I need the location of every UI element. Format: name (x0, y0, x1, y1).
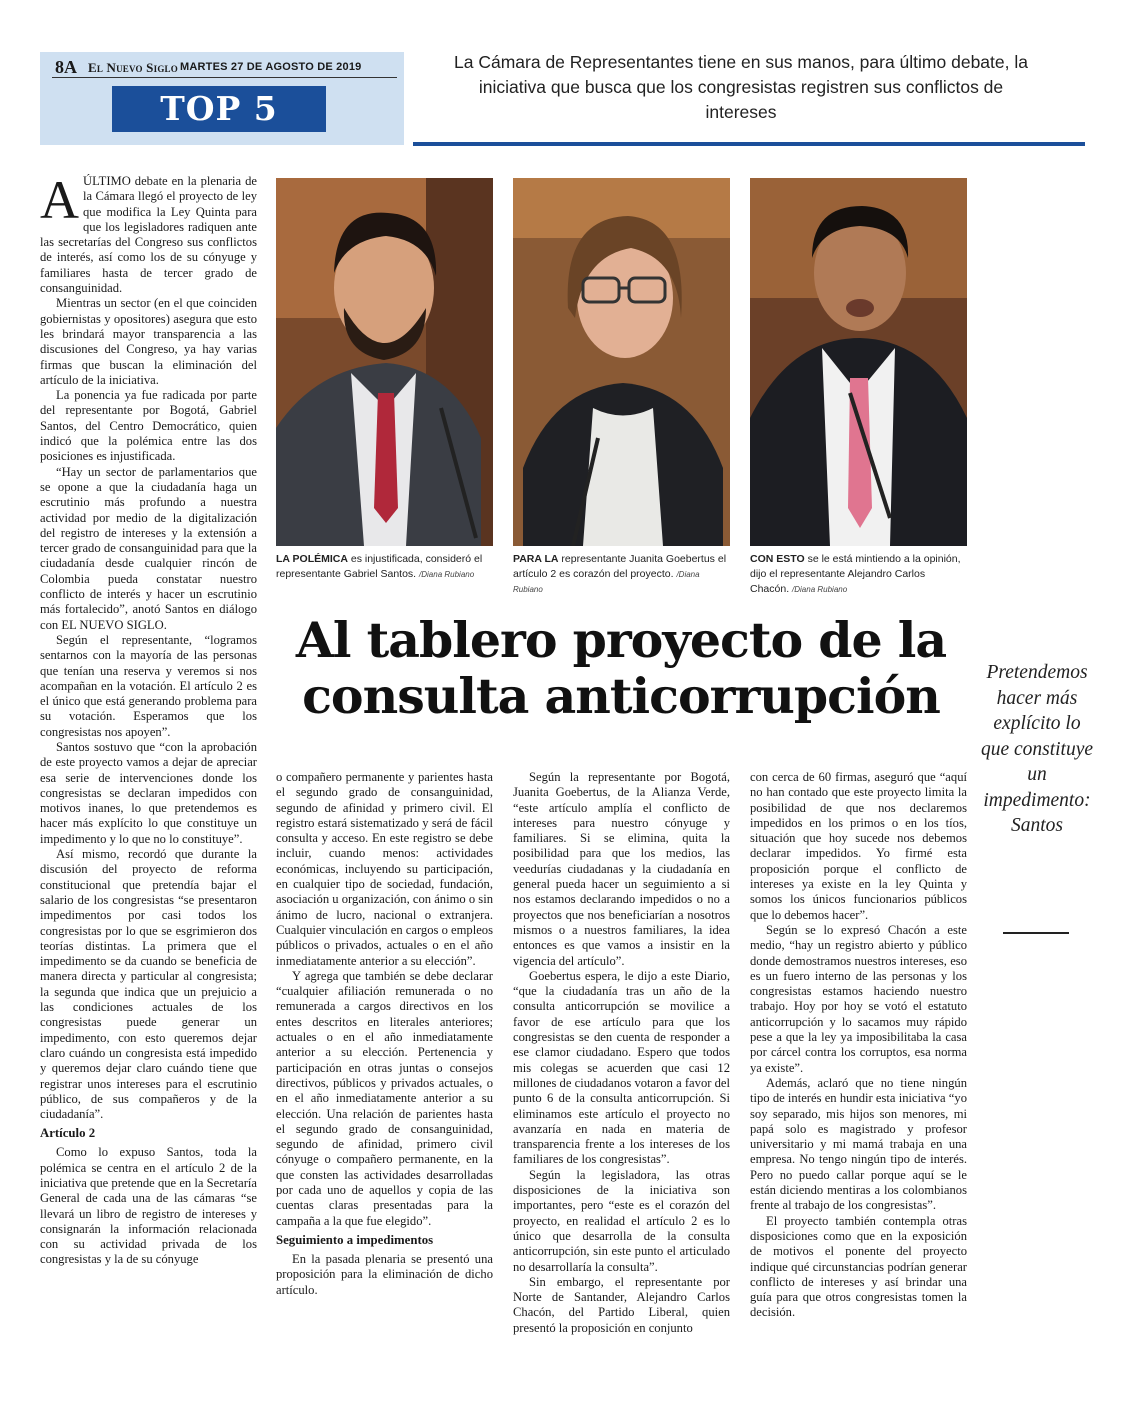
paragraph: Santos sostuvo que “con la aprobación de este proyecto vamos a dejar de apreciar esa serie de intervenciones donde los congresistas se declaran impedidos con motivos inanes, lo que pretendemos es hacer más explícito lo que constituye un impedimento y lo que no lo constituye”. (40, 739, 257, 846)
photo-credit: /Diana Rubiano (513, 570, 700, 594)
paragraph: Según se lo expresó Chacón a este medio, “hay un registro abierto y público donde demostramos nuestros intereses, eso es un fuero interno de las personas y los congresistas estamos haciendo nuestro trabajo. Hoy por hoy se votó el estatuto anticorrupción y lo sacamos muy rápido pese a que la ley ya imposibilitaba la casa por cárcel contra los corruptos, esa norma ya existe”. (750, 922, 967, 1075)
portrait-illustration (513, 178, 730, 546)
paragraph: El proyecto también contempla otras disposiciones como que en la exposición de motivos el ponente del proyecto indique qué circunstancias podrían generar conflicto de intereses y así brindar una guía para que otros congresistas tomen la decisión. (750, 1213, 967, 1320)
photo-caption (513, 552, 730, 597)
article-column-1 (40, 170, 257, 1268)
header-rule (52, 77, 397, 78)
subheading: Seguimiento a impedimentos (276, 1232, 434, 1247)
issue-date: MARTES 27 DE AGOSTO DE 2019 (180, 61, 362, 73)
portrait-illustration (276, 178, 493, 546)
photo-caption (276, 552, 493, 582)
page-number: 8A (55, 57, 77, 77)
article-column-4 (750, 770, 967, 1321)
paragraph: Goebertus espera, le dijo a este Diario, “que la ciudadanía tras un año de la consulta anticorrupción se movilice a favor de ese artículo para que los congresistas se den cuenta de responder a ese clamor ciudadano. Espero que todos mis colegas se acuerden que casi 12 millones de ciudadanos votaron a favor del punto 6 de la consulta anticorrupción. Si eliminamos este artículo el proyecto no avanzaría en nada en materia de transparencia frente a los intereses de los familiares de los congresistas”. (513, 968, 730, 1167)
paragraph: Como lo expuso Santos, toda la polémica se centra en el artículo 2 de la iniciativa que pretende que en la Secretaría General de cada una de las cámaras “se llevará un libro de registro de intereses y consignarán la información relacionada con su actividad privada de los congresistas y la de su cónyuge (40, 1145, 257, 1267)
article-column-3 (513, 770, 730, 1336)
headline: Al tablero proyecto de la consulta anticorrupción (295, 611, 947, 725)
caption-text: se le está mintiendo a la opinión, dijo el representante Alejandro Carlos Chacón. (750, 553, 961, 595)
photo-juanita-goebertus (513, 178, 730, 546)
paragraph: Según el representante, “logramos sentarnos con la mayoría de las personas que tenían una reserva y veremos si nos acompañan en la votación. El artículo 2 es el único que está generando problema para su votación. Esperamos que los congresistas nos apoyen”. (40, 632, 257, 739)
paragraph: ÚLTIMO debate en la plenaria de la Cámara llegó el proyecto de ley que modifica la Ley Quinta para que los legisladores radiquen ante las secretarías del Congreso sus conflictos de interés, así como los de su cónyuge y familiares hasta de tercer grado de consanguinidad. (40, 174, 257, 296)
paragraph: En la pasada plenaria se presentó una proposición para la eliminación de dicho artículo. (276, 1251, 493, 1297)
paragraph: o compañero permanente y parientes hasta el segundo grado de consanguinidad, segundo de afinidad y primero civil. El registro estará sistematizado y será de fácil consulta y acceso. En este registro se debe incluir, cuando menos: actividades económicas, incluyendo su participación, en cualquier tipo de sociedad, fundación, asociación u organización, con ánimo o sin ánimo de lucro, nacional o extranjera. Cualquier vinculación en cargos o empleos públicos o privados, actuales o en el año inmediatamente anterior a su elección”. (276, 770, 493, 968)
paragraph: Mientras un sector (en el que coinciden gobiernistas y opositores) asegura que esto les brindará mayor transparencia a las discusiones del Congreso, ya hay varias firmas que buscan la eliminación del artículo de la iniciativa. (40, 296, 257, 387)
header-subtitle: La Cámara de Representantes tiene en sus manos, para último debate, la iniciativa que busca que los congresistas registren sus conflictos de intereses (454, 52, 1028, 122)
section-badge: TOP 5 (112, 86, 326, 132)
paragraph: La ponencia ya fue radicada por parte del representante por Bogotá, Gabriel Santos, del Centro Democrático, quien indicó que la polémica entre las dos posiciones es injustificada. (40, 388, 257, 464)
caption-lead: PARA LA (513, 553, 559, 565)
caption-lead: CON ESTO (750, 553, 805, 565)
drop-cap: A (40, 170, 79, 230)
pull-quote-rule (1003, 932, 1069, 934)
photo-alejandro-chacon (750, 178, 967, 546)
paragraph: Según la representante por Bogotá, Juanita Goebertus, de la Alianza Verde, “este artículo amplía el conflicto de intereses para nuestro cónyuge y familiares. Si se elimina, quita la posibilidad para que los medios, las veedurías ciudadanas y la ciudadanía en general pueda hacer un seguimiento a si nos estamos declarando impedidos o no a proyectos que nos beneficiarían a nosotros mismos o a nuestros familiares, la idea entonces es que vamos a insistir en la vigencia del artículo”. (513, 770, 730, 968)
newspaper-name: El Nuevo Siglo (88, 60, 178, 75)
subheading: Artículo 2 (40, 1126, 96, 1141)
paragraph: con cerca de 60 firmas, aseguró que “aquí no han contado que este proyecto limita la posibilidad de que nos declaremos impedidos en los primos o en los tíos, situación que hoy sucede nos debemos declarar impedidos. Yo firmé esta proposición porque el conflicto de intereses ya existe en la ley Quinta y somos los únicos funcionarios públicos que lo debemos hacer”. (750, 770, 967, 922)
pull-quote: Pretendemos hacer más explícito lo que constituye un impedimento: Santos (980, 662, 1094, 836)
paragraph: Sin embargo, el representante por Norte de Santander, Alejandro Carlos Chacón, del Partido Liberal, quien presentó la proposición en conjunto (513, 1274, 730, 1335)
paragraph: “Hay un sector de parlamentarios que se opone a que la ciudadanía haga un escrutinio más profundo a nuestra actividad por medio de la digitalización del registro de intereses y la extensión a tercer grado de consanguinidad para que la ciudadanía desde cualquier rincón de Colombia pueda constatar nuestro conflicto de interés y hacer un escrutinio más fortalecido”, anotó Santos en diálogo con EL NUEVO SIGLO. (40, 464, 257, 632)
caption-text: representante Juanita Goebertus el artículo 2 es corazón del proyecto. (513, 553, 727, 580)
article-column-2 (276, 770, 493, 1298)
photo-credit: /Diana Rubiano (792, 585, 848, 594)
photo-caption (750, 552, 967, 597)
paragraph: Así mismo, recordó que durante la discusión del proyecto de reforma constitucional que pretendía bajar el salario de los congresistas “se presentaron impedimentos por casi todos los congresistas por lo que se esgrimieron dos teorías distintas. La primera que el impedimento se da cuando se beneficia de manera directa y particular al congresista; la segunda que indica que un prejuicio a las condiciones actuales de los congresistas puede generar un impedimento, con esto queremos dejar claro cuándo un congresista está impedido y queremos dejar claro cuándo tiene que registrar unos intereses para el escrutinio público, de sus compañeros y de la ciudadanía”. (40, 847, 257, 1122)
paragraph: Según la legisladora, las otras disposiciones de la iniciativa son importantes, pero “este es el corazón del proyecto, en realidad el artículo 2 es lo único que desarrolla de la consulta anticorrupción, sin este punto el articulado no desarrollaría la consulta”. (513, 1167, 730, 1274)
portrait-illustration (750, 178, 967, 546)
photo-credit: /Diana Rubiano (419, 570, 475, 579)
header-blue-rule (413, 142, 1085, 146)
paragraph: Y agrega que también se debe declarar “cualquier afiliación remunerada o no remunerada a cargos directivos en los entes descritos en literales anteriores; actuales o en el año inmediatamente anterior a su elección. Pertenencia y participación en otras juntas o consejos directivos, públicos y privados actuales, o en el año inmediatamente anterior a su elección. Una relación de parientes hasta el segundo grado de consanguinidad, segundo de afinidad, primero civil cónyuge o compañero permanente, en la que consten las actividades desarrolladas por cada uno de aquellos y copia de las cuentas claras presentadas para la campaña a la que fue elegido”. (276, 968, 493, 1228)
caption-text: es injustificada, consideró el representante Gabriel Santos. (276, 553, 483, 580)
photo-gabriel-santos (276, 178, 493, 546)
caption-lead: LA POLÉMICA (276, 553, 348, 565)
paragraph: Además, aclaró que no tiene ningún tipo de interés en hundir esta iniciativa “yo soy separado, mis hijos son menores, mi papá solo es magistrado y profesor universitario y mi mamá trabaja en una empresa. No tengo ningún tipo de interés. Pero no puedo callar porque aquí se le están diciendo mentiras a los colombianos frente al trabajo de los congresistas”. (750, 1075, 967, 1213)
